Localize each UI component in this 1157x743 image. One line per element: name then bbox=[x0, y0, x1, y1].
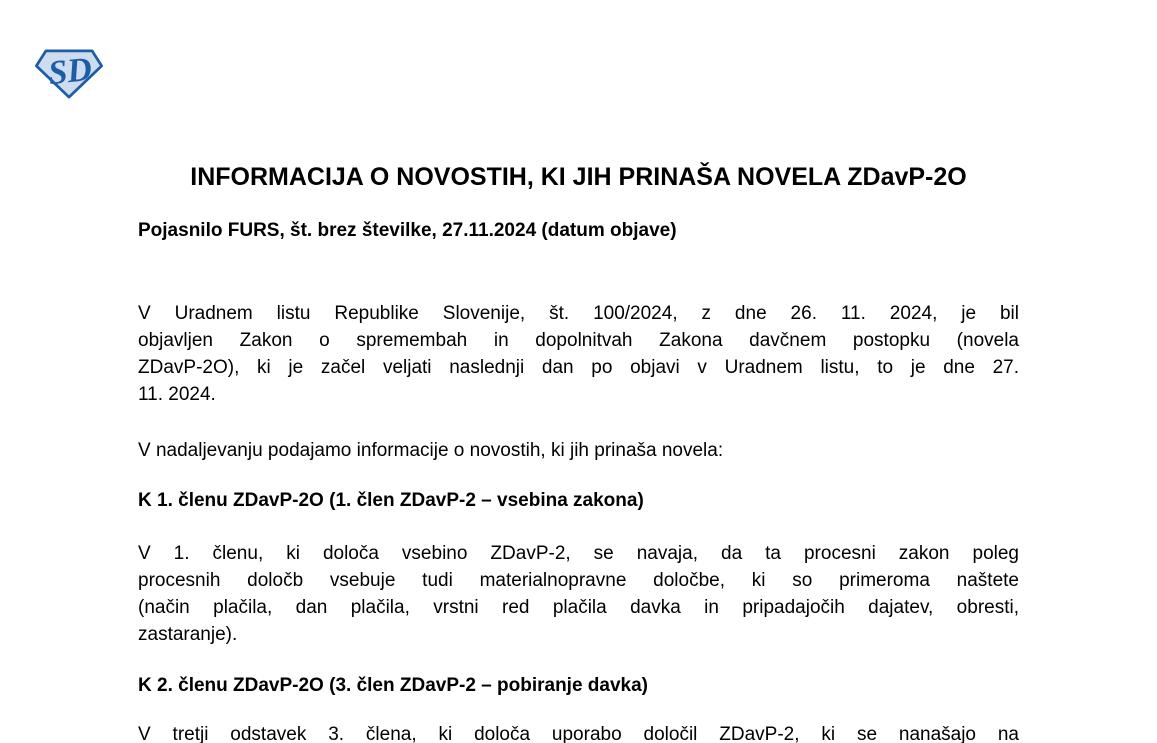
paragraph-article-2-truncated bbox=[138, 721, 1019, 743]
paragraph-line: V tretji odstavek 3. člena, ki določa uporabo določil ZDavP-2, ki se nanašajo na bbox=[138, 724, 1019, 743]
section-heading-article-1: K 1. členu ZDavP-2O (1. člen ZDavP-2 – vsebina zakona) bbox=[138, 490, 644, 511]
document-subtitle: Pojasnilo FURS, št. brez številke, 27.11.2024 (datum objave) bbox=[138, 220, 677, 241]
paragraph-official-gazette bbox=[138, 300, 1019, 408]
paragraph-line: procesnih določb vsebuje tudi materialnopravne določbe, ki so primeroma naštete bbox=[138, 570, 1019, 591]
paragraph-line: zastaranje). bbox=[138, 624, 238, 645]
paragraph-line: V 1. členu, ki določa vsebino ZDavP-2, se navaja, da ta procesni zakon poleg bbox=[138, 543, 1019, 564]
paragraph-line: (način plačila, dan plačila, vrstni red plačila davka in pripadajočih dajatev, obresti, bbox=[138, 597, 1019, 618]
paragraph-intro bbox=[138, 437, 1019, 464]
paragraph-line: 11. 2024. bbox=[138, 384, 216, 405]
paragraph-line: ZDavP-2O), ki je začel veljati naslednji dan po objavi v Uradnem listu, to je dne 27. bbox=[138, 357, 1019, 378]
paragraph-line: V nadaljevanju podajamo informacije o novostih, ki jih prinaša novela: bbox=[138, 440, 724, 461]
section-heading-article-2: K 2. členu ZDavP-2O (3. člen ZDavP-2 – pobiranje davka) bbox=[138, 675, 649, 696]
document-title: INFORMACIJA O NOVOSTIH, KI JIH PRINAŠA NOVELA ZDavP-2O bbox=[190, 163, 967, 191]
svg-text:SD: SD bbox=[46, 50, 94, 93]
paragraph-line: objavljen Zakon o spremembah in dopolnitvah Zakona davčnem postopku (novela bbox=[138, 330, 1019, 351]
paragraph-line: V Uradnem listu Republike Slovenije, št. 100/2024, z dne 26. 11. 2024, je bil bbox=[138, 303, 1019, 324]
sd-diamond-logo-icon bbox=[35, 48, 103, 100]
paragraph-article-1 bbox=[138, 540, 1019, 648]
